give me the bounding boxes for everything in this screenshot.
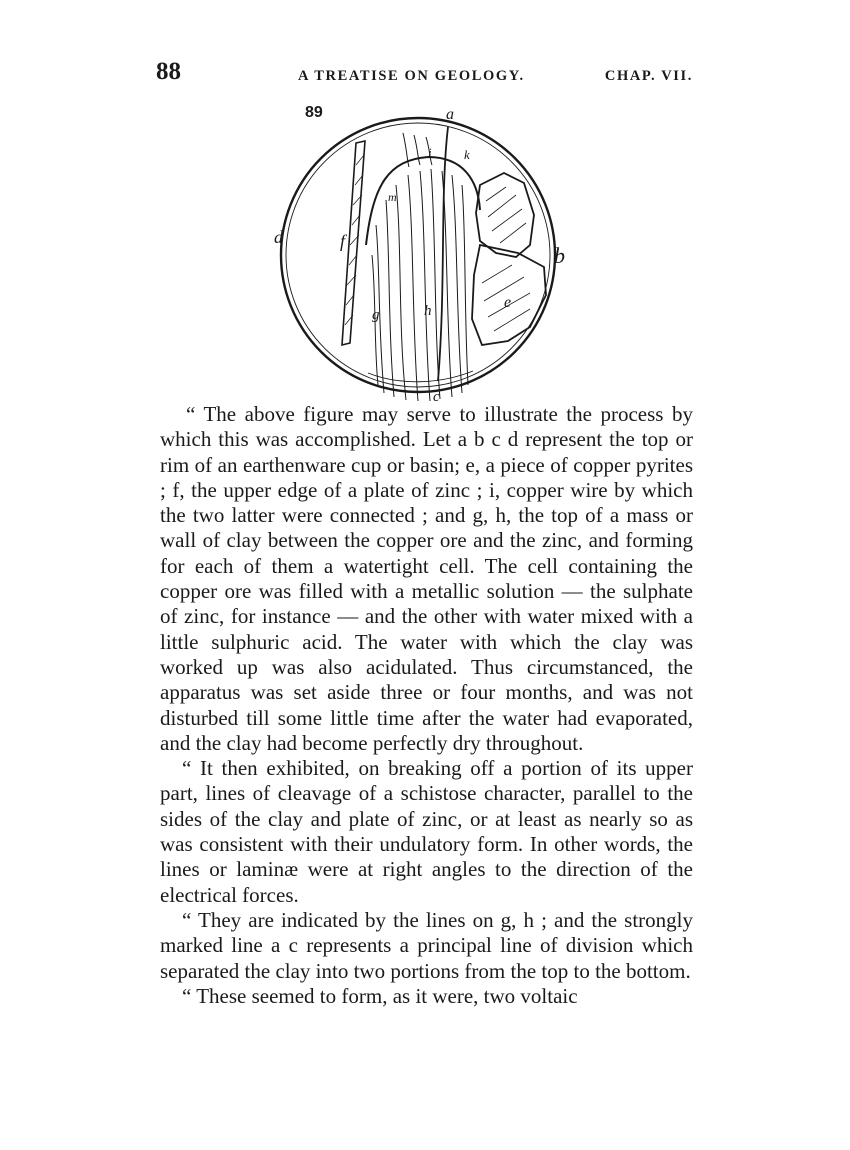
paragraph-1: “ The above figure may serve to illustrate the process by which this was accomplished. Let a b c d represent the top or rim of an earthenware cup or basin; e, a piece of copper pyrites ; f, the upper edge of a plate of zinc ; i, copper wire by which the two latter were connected ; and g, h, the top of a mass or wall of clay between the copper ore and the zinc, and forming for each of them a watertight cell. The cell containing the copper ore was filled with a metallic solution — the sulphate of zinc, for instance — and the other with water mixed with a little sulphuric acid. The water with which the clay was worked up was also acidulated. Thus circumstanced, the apparatus was set aside three or four months, and was not disturbed till some little time after the water had evaporated, and the clay had become perfectly dry throughout. bbox=[160, 402, 693, 755]
copper-pyrites bbox=[472, 173, 546, 345]
label-c: c bbox=[433, 389, 440, 405]
body-text bbox=[160, 402, 693, 1009]
paragraph-2: “ It then exhibited, on breaking off a portion of its upper part, lines of cleavage of a schistose character, parallel to the sides of the clay and plate of zinc, or at least as nearly so as was consistent with their undulatory form. In other words, the lines or laminæ were at right angles to the direction of the electrical forces. bbox=[160, 756, 693, 907]
label-h: h bbox=[424, 303, 432, 319]
label-a: a bbox=[446, 106, 454, 123]
page-number: 88 bbox=[156, 58, 181, 85]
figure-illustration bbox=[268, 105, 568, 405]
label-m: m bbox=[388, 190, 397, 204]
label-k: k bbox=[464, 147, 470, 162]
paragraph-4: “ These seemed to form, as it were, two voltaic bbox=[182, 983, 578, 1008]
figure-number: 89 bbox=[305, 104, 323, 121]
basin-bottom-lines bbox=[368, 371, 473, 382]
clay-wall-laminae bbox=[372, 133, 468, 401]
label-g: g bbox=[372, 307, 380, 323]
label-d: d bbox=[274, 227, 283, 247]
label-f: f bbox=[340, 231, 346, 251]
label-b: b bbox=[554, 243, 565, 268]
label-e: e bbox=[504, 294, 512, 311]
label-i: i bbox=[428, 145, 432, 160]
page-header bbox=[150, 58, 695, 88]
running-title: A TREATISE ON GEOLOGY. bbox=[298, 68, 525, 84]
zinc-plate bbox=[342, 141, 365, 345]
chapter-label: CHAP. VII. bbox=[604, 68, 693, 84]
paragraph-3: “ They are indicated by the lines on g, h ; and the strongly marked line a c represents a principal line of division which separated the clay into two portions from the top to the bottom. bbox=[160, 907, 693, 983]
